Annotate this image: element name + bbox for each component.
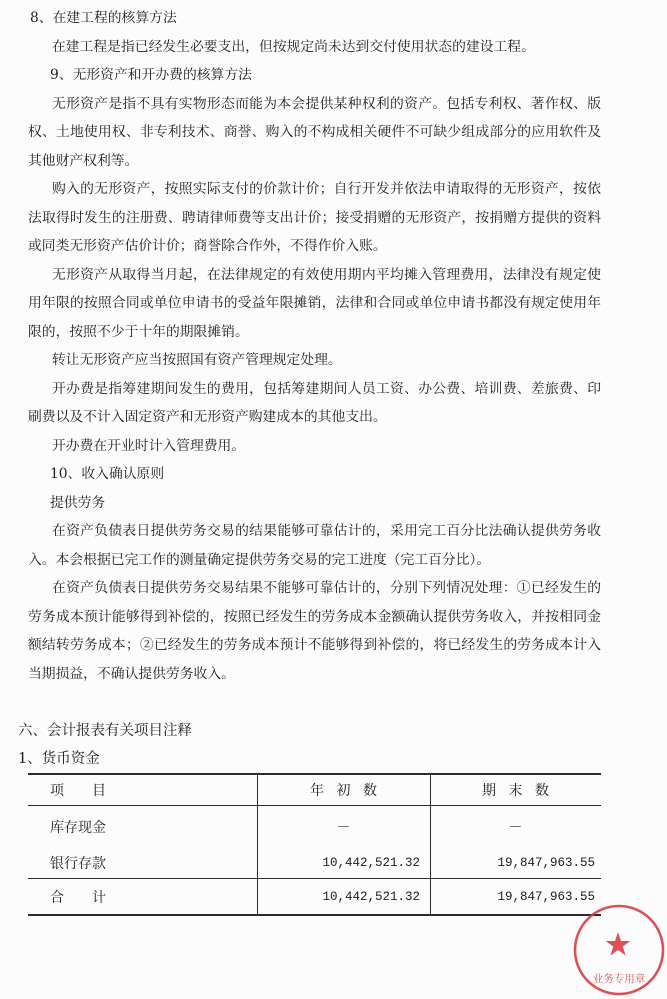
paragraph-line: 在资产负债表日提供劳务交易的结果能够可靠估计的，采用完工百分比法确认提供劳务收 — [52, 523, 601, 539]
table-header-row — [28, 775, 601, 805]
total-label: 合 计 — [50, 889, 106, 906]
row-item: 银行存款 — [50, 855, 106, 872]
row-item: 库存现金 — [50, 819, 106, 836]
paragraph-line: 开办费是指筹建期间发生的费用，包括筹建期间人员工资、办公费、培训费、差旅费、印 — [52, 380, 601, 397]
paragraph-line: 开办费在开业时计入管理费用。 — [52, 437, 246, 454]
paragraph-line: 劳务成本预计能够得到补偿的，按照已经发生的劳务成本金额确认提供劳务收入，并按相同金 — [28, 608, 601, 625]
paragraph-line: 权、土地使用权、非专利技术、商誉、购入的不构成相关硬件不可缺少组成部分的应用软件及 — [28, 124, 601, 140]
paragraph-line: 用年限的按照合同或单位申请书的受益年限摊销，法律和合同或单位申请书都没有规定使用年 — [28, 295, 601, 311]
section-heading: 10、收入确认原则 — [50, 466, 165, 482]
paragraph-line: 购入的无形资产，按照实际支付的价款计价；自行开发并依法申请取得的无形资产，按依 — [52, 181, 601, 197]
table-row — [28, 847, 601, 878]
paragraph-line: 刷费以及不计入固定资产和无形资产购建成本的其他支出。 — [28, 409, 387, 425]
row-opening: － — [336, 819, 351, 836]
seal-label: 业务专用章 — [592, 973, 646, 985]
paragraph-line: 当期损益，不确认提供劳务收入。 — [28, 665, 235, 682]
paragraph-line: 额结转劳务成本；②已经发生的劳务成本预计不能够得到补偿的，将已经发生的劳务成本计入 — [28, 637, 601, 653]
table-row — [28, 806, 601, 847]
star-icon — [606, 932, 631, 956]
paragraph-line: 法取得时发生的注册费、聘请律师费等支出计价；接受捐赠的无形资产，按捐赠方提供的资料 — [28, 209, 601, 226]
header-opening: 年 初 数 — [310, 783, 377, 799]
subheading: 提供劳务 — [50, 494, 106, 511]
seal-stamp — [572, 902, 666, 998]
row-closing: 19,847,963.55 — [497, 855, 595, 870]
row-closing: － — [508, 819, 523, 836]
cash-funds-title: 1、货币资金 — [18, 751, 100, 767]
total-opening: 10,442,521.32 — [322, 889, 420, 904]
row-opening: 10,442,521.32 — [322, 855, 420, 870]
section-heading: 9、无形资产和开办费的核算方法 — [50, 67, 252, 83]
paragraph-line: 无形资产从取得当月起，在法律规定的有效使用期内平均摊入管理费用，法律没有规定使 — [52, 266, 601, 283]
header-closing: 期 末 数 — [482, 783, 549, 799]
paragraph-line: 转让无形资产应当按照国有资产管理规定处理。 — [52, 352, 342, 368]
header-item: 项 目 — [50, 783, 106, 799]
paragraph-line: 在建工程是指已经发生必要支出，但按规定尚未达到交付使用状态的建设工程。 — [52, 38, 535, 55]
table-total-row — [28, 879, 601, 914]
total-closing: 19,847,963.55 — [497, 889, 595, 904]
paragraph-line: 其他财产权利等。 — [28, 152, 139, 169]
paragraph-line: 或同类无形资产估价计价；商誉除合作外，不得作价入账。 — [28, 238, 387, 254]
paragraph-line: 入。本会根据已完工作的测量确定提供劳务交易的完工进度（完工百分比）。 — [28, 551, 491, 568]
paragraph-line: 在资产负债表日提供劳务交易结果不能够可靠估计的，分别下列情况处理：①已经发生的 — [52, 580, 601, 596]
section-heading: 8、在建工程的核算方法 — [30, 10, 177, 26]
paragraph-line: 无形资产是指不具有实物形态而能为本会提供某种权利的资产。包括专利权、著作权、版 — [52, 95, 601, 112]
paragraph-line: 限的，按照不少于十年的期限摊销。 — [28, 323, 249, 340]
cash-funds-table — [28, 773, 601, 916]
notes-section-title: 六、会计报表有关项目注释 — [18, 723, 192, 739]
table-bottom-rule — [28, 914, 601, 916]
accounting-policies-text — [28, 4, 601, 688]
